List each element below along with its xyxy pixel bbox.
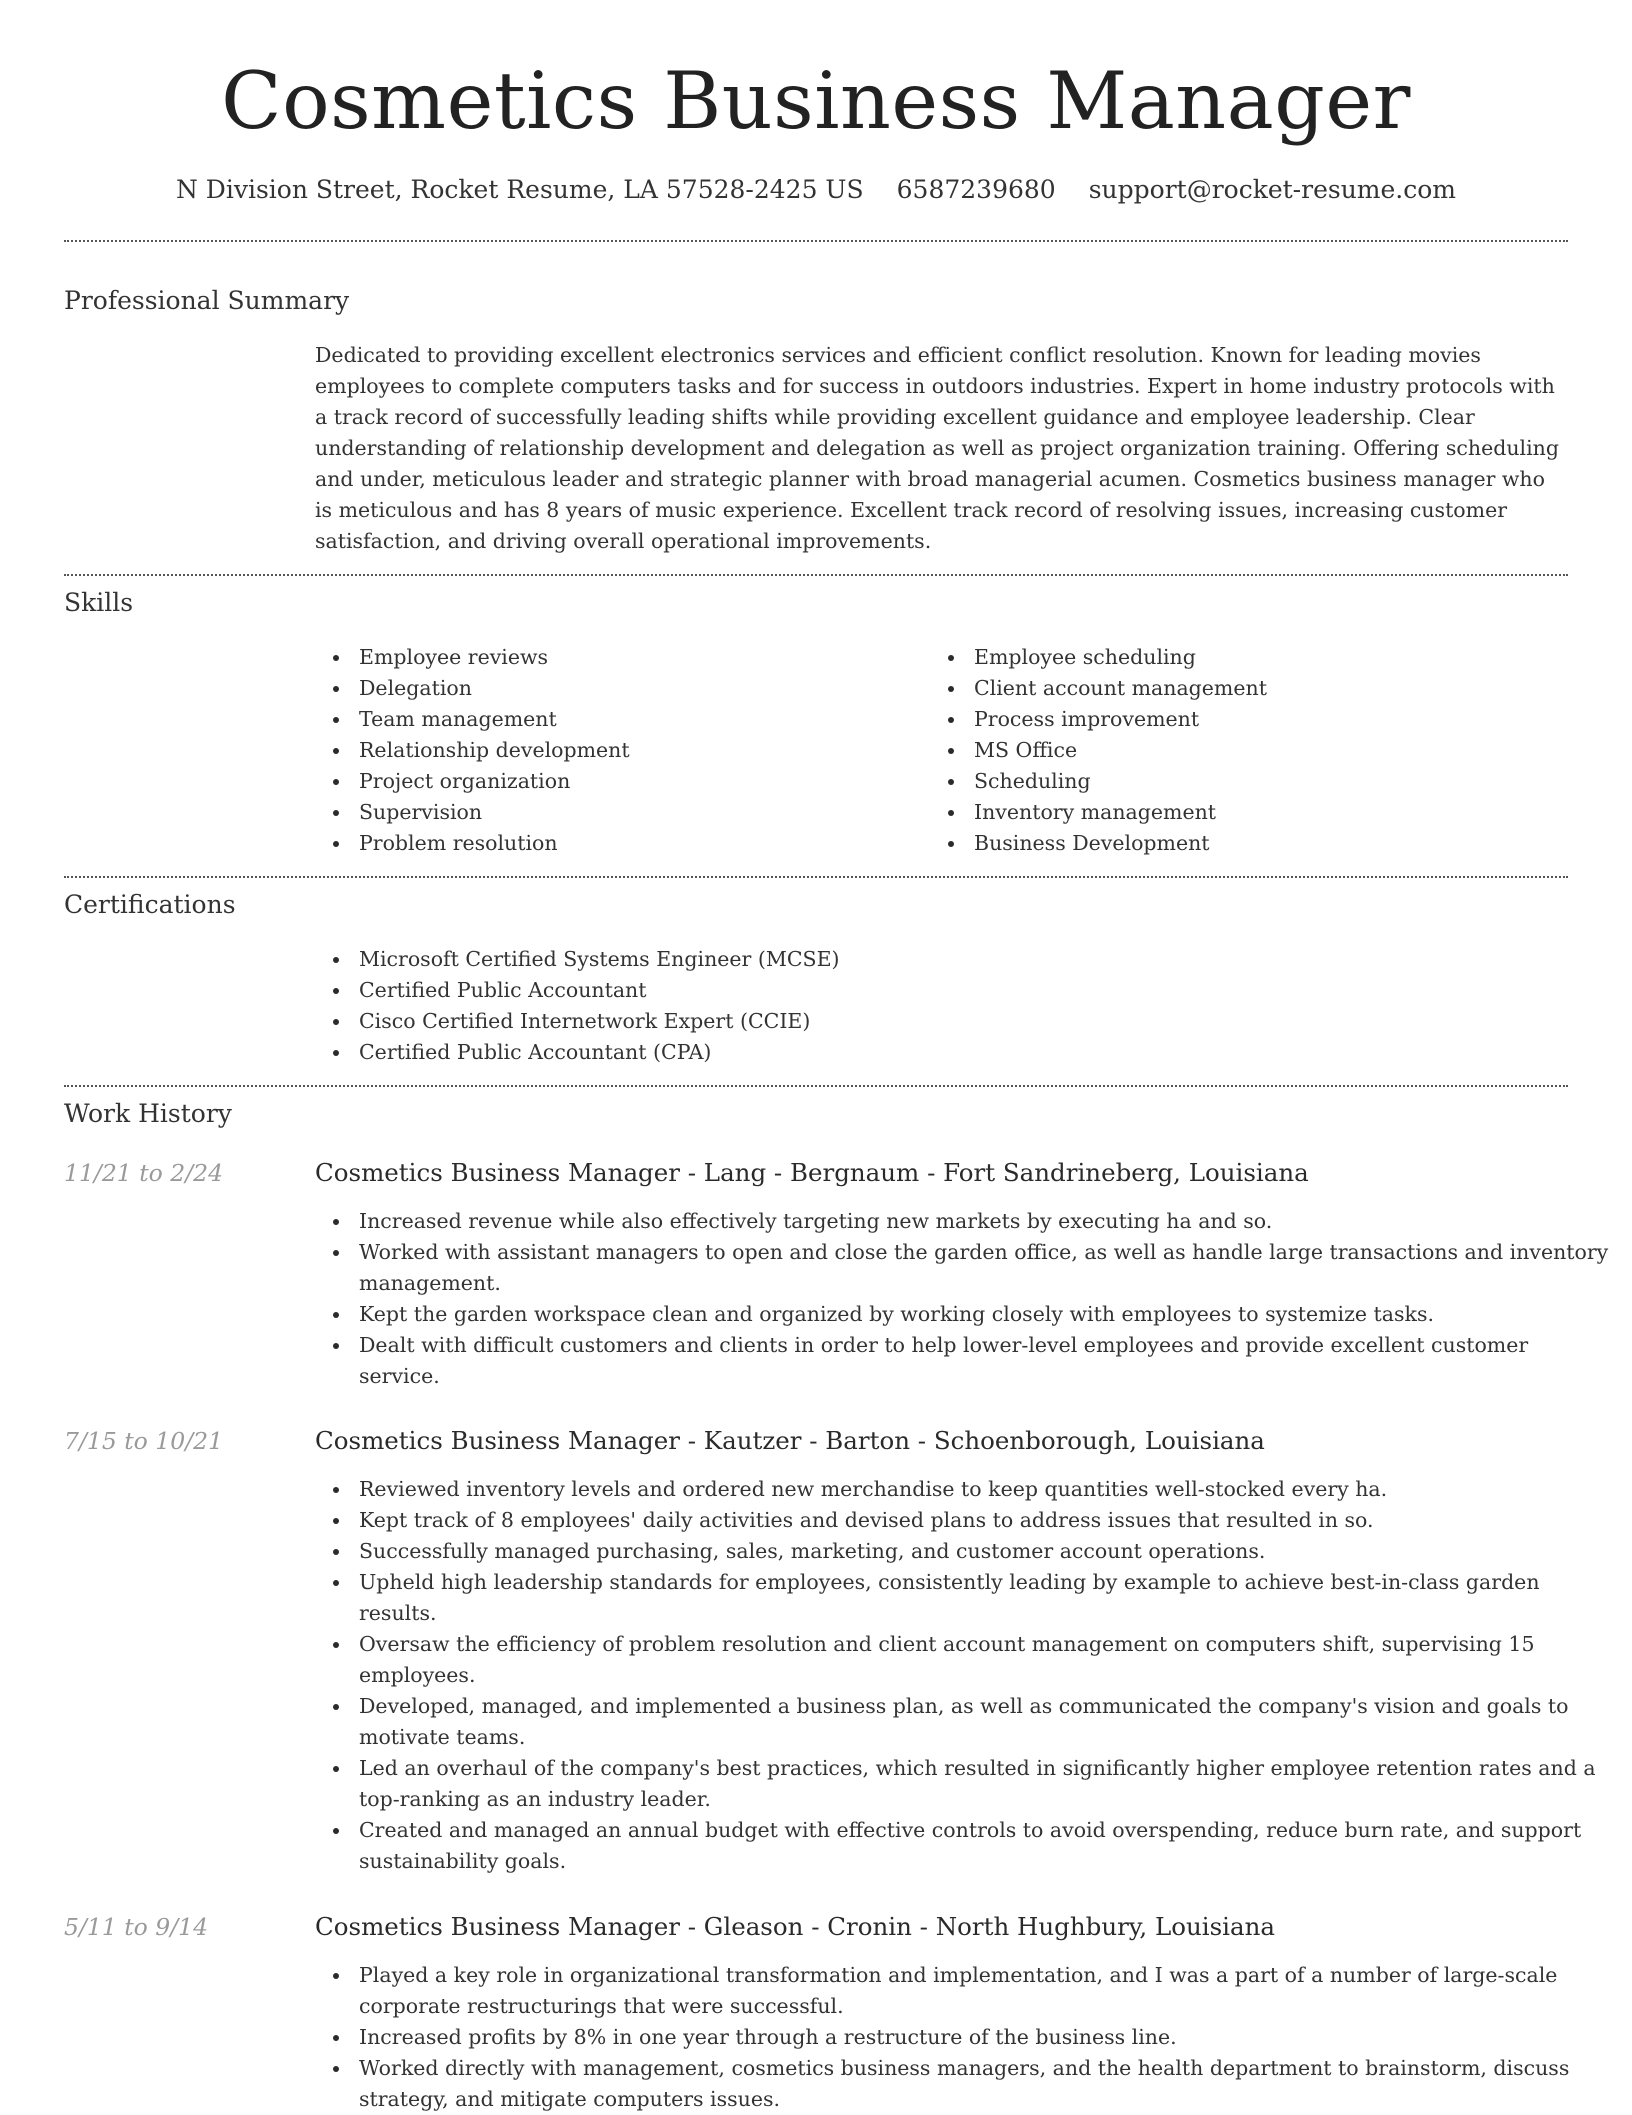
job-bullet: Worked directly with management, cosmetics business managers, and the health department to brainstorm, discuss strategy, and mitigate computers issues. — [359, 2053, 1612, 2115]
job-title: Cosmetics Business Manager - Kautzer - Barton - Schoenborough, Louisiana — [315, 1426, 1265, 1455]
job-bullet: Reviewed inventory levels and ordered new merchandise to keep quantities well-stocked every ha. — [359, 1474, 1612, 1505]
certifications-list — [315, 944, 1559, 1068]
skill-item: MS Office — [974, 735, 1594, 766]
divider — [64, 240, 1568, 242]
section-heading-work: Work History — [64, 1099, 232, 1128]
job-bullet: Oversaw the efficiency of problem resolution and client account management on computers shift, supervising 15 employees. — [359, 1629, 1612, 1691]
skill-item: Problem resolution — [359, 828, 919, 859]
certification-item: Certified Public Accountant — [359, 975, 1559, 1006]
resume-name: Cosmetics Business Manager — [221, 55, 1411, 147]
job-bullets — [315, 1960, 1612, 2115]
job-bullet: Increased revenue while also effectively targeting new markets by executing ha and so. — [359, 1206, 1612, 1237]
skill-item: Project organization — [359, 766, 919, 797]
job-title: Cosmetics Business Manager - Lang - Bergnaum - Fort Sandrineberg, Louisiana — [315, 1158, 1309, 1187]
job-bullet: Upheld high leadership standards for employees, consistently leading by example to achieve best-in-class garden results. — [359, 1567, 1612, 1629]
section-heading-skills: Skills — [64, 588, 134, 617]
skill-item: Delegation — [359, 673, 919, 704]
divider — [64, 876, 1568, 878]
skill-item: Employee scheduling — [974, 642, 1594, 673]
job-bullets — [315, 1206, 1612, 1392]
job-bullet: Played a key role in organizational transformation and implementation, and I was a part of a number of large-scale corporate restructurings that were successful. — [359, 1960, 1612, 2022]
job-bullet: Dealt with difficult customers and clients in order to help lower-level employees and provide excellent customer service. — [359, 1330, 1612, 1392]
job-bullet: Worked with assistant managers to open and close the garden office, as well as handle large transactions and inventory management. — [359, 1237, 1612, 1299]
job-bullet: Created and managed an annual budget with effective controls to avoid overspending, reduce burn rate, and support sustainability goals. — [359, 1815, 1612, 1877]
section-heading-certifications: Certifications — [64, 890, 236, 919]
job-bullet: Successfully managed purchasing, sales, marketing, and customer account operations. — [359, 1536, 1612, 1567]
contact-phone: 6587239680 — [896, 175, 1056, 204]
skill-item: Scheduling — [974, 766, 1594, 797]
certification-item: Cisco Certified Internetwork Expert (CCIE) — [359, 1006, 1559, 1037]
job-title: Cosmetics Business Manager - Gleason - Cronin - North Hughbury, Louisiana — [315, 1912, 1276, 1941]
skill-item: Employee reviews — [359, 642, 919, 673]
job-bullet: Developed, managed, and implemented a business plan, as well as communicated the company's vision and goals to motivate teams. — [359, 1691, 1612, 1753]
job-bullet: Kept track of 8 employees' daily activities and devised plans to address issues that resulted in so. — [359, 1505, 1612, 1536]
job-bullets — [315, 1474, 1612, 1877]
skill-item: Business Development — [974, 828, 1594, 859]
job-bullet: Led an overhaul of the company's best practices, which resulted in significantly higher employee retention rates and a top-ranking as an industry leader. — [359, 1753, 1612, 1815]
skills-list-left — [315, 642, 919, 859]
skill-item: Supervision — [359, 797, 919, 828]
certification-item: Certified Public Accountant (CPA) — [359, 1037, 1559, 1068]
section-heading-summary: Professional Summary — [64, 286, 350, 315]
skill-item: Client account management — [974, 673, 1594, 704]
job-dates: 11/21 to 2/24 — [64, 1159, 224, 1187]
contact-address: N Division Street, Rocket Resume, LA 57528-2425 US — [175, 175, 864, 204]
skill-item: Process improvement — [974, 704, 1594, 735]
divider — [64, 574, 1568, 576]
job-dates: 7/15 to 10/21 — [64, 1427, 224, 1455]
skill-item: Relationship development — [359, 735, 919, 766]
summary-text: Dedicated to providing excellent electronics services and efficient conflict resolution. Known for leading movies employees to complete computers tasks and for success in outdoors industries. Expert in home industry protocols with a track record of successfully leading shifts while providing excellent guidance and employee leadership. Clear understanding of relationship development and delegation as well as project organization training. Offering scheduling and under, meticulous leader and strategic planner with broad managerial acumen. Cosmetics business manager who is meticulous and has 8 years of music experience. Excellent track record of resolving issues, increasing customer satisfaction, and driving overall operational improvements. — [315, 343, 1559, 553]
certification-item: Microsoft Certified Systems Engineer (MCSE) — [359, 944, 1559, 975]
skills-list-right — [930, 642, 1594, 859]
skill-item: Inventory management — [974, 797, 1594, 828]
job-bullet: Increased profits by 8% in one year through a restructure of the business line. — [359, 2022, 1612, 2053]
divider — [64, 1085, 1568, 1087]
contact-line — [0, 170, 1632, 210]
job-dates: 5/11 to 9/14 — [64, 1913, 209, 1941]
skill-item: Team management — [359, 704, 919, 735]
contact-email[interactable]: support@rocket-resume.com — [1088, 175, 1457, 204]
job-bullet: Kept the garden workspace clean and organized by working closely with employees to systemize tasks. — [359, 1299, 1612, 1330]
